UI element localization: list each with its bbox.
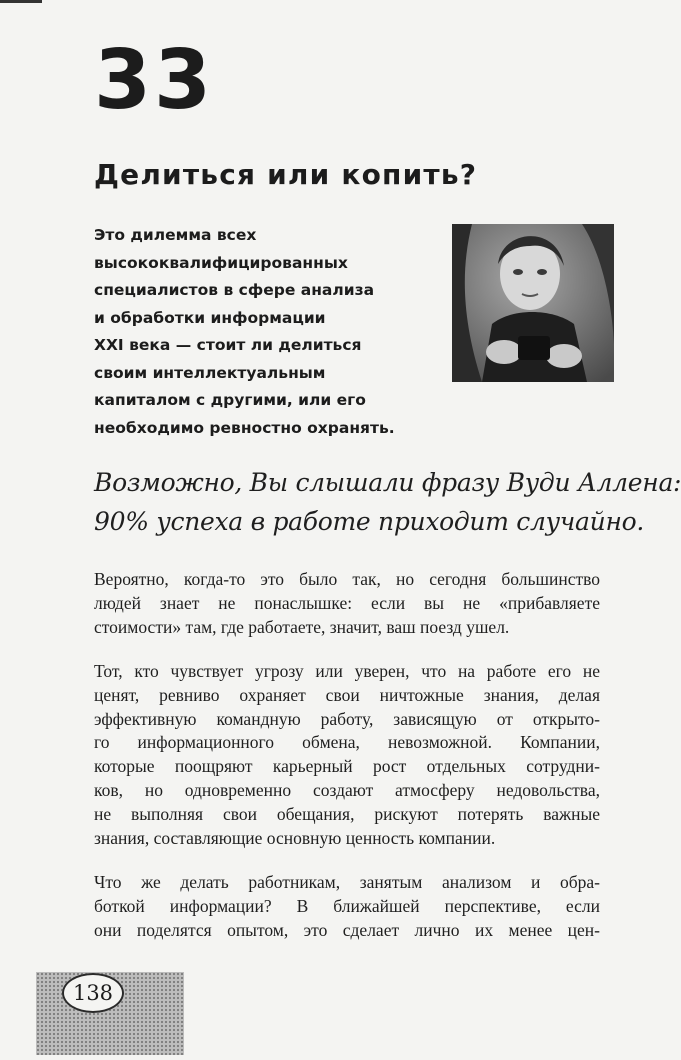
body-line: ценят, ревниво охраняет свои ничтожные знания, делая [94, 684, 600, 705]
lead-line: специалистов в сфере анализа [94, 281, 375, 299]
body-line: Вероятно, когда-то это было так, но сегодня большинство [94, 569, 600, 589]
body-line: они поделятся опытом, это сделает лично их менее цен- [94, 919, 600, 940]
lead-line: Это дилемма всех [94, 226, 257, 244]
quote-line: Возможно, Вы слышали фразу Вуди Аллена: [94, 468, 681, 497]
portrait-photo [452, 224, 614, 382]
portrait-illustration [452, 224, 614, 382]
body-paragraph-3 [94, 871, 600, 942]
chapter-title: Делиться или копить? [94, 158, 478, 191]
body-paragraph-1 [94, 568, 600, 639]
body-line: эффективную командную работу, зависящую от открыто- [94, 708, 600, 729]
body-line: ков, но одновременно создают атмосферу недовольства, [94, 779, 600, 800]
lead-line: высококвалифицированных [94, 253, 348, 272]
lead-line: XXI века — стоит ли делиться [94, 336, 362, 354]
body-line: которые поощряют карьерный рост отдельных сотрудни- [94, 756, 600, 777]
page-corner-mark [0, 0, 42, 3]
quote-line: 90% успеха в работе приходит случайно. [94, 507, 645, 536]
chapter-number: 33 [94, 33, 215, 128]
body-paragraph-2 [94, 660, 600, 850]
body-line: Тот, кто чувствует угрозу или уверен, что на работе его не [94, 661, 600, 681]
lead-line: своим интеллектуальным [94, 363, 326, 382]
body-line: боткой информации? В ближайшей перспективе, если [94, 895, 600, 916]
page-number [62, 973, 124, 1013]
lead-paragraph [94, 222, 444, 442]
pull-quote [94, 463, 681, 541]
lead-line: капиталом с другими, или его [94, 391, 366, 409]
body-line: стоимости» там, где работаете, значит, ваш поезд ушел. [94, 616, 510, 637]
body-line: го информационного обмена, невозможной. Компании, [94, 732, 600, 753]
body-line: не выполняя свои обещания, рискуют потерять важные [94, 803, 600, 824]
page-number-text: 138 [72, 981, 114, 1005]
body-line: людей знает не понаслышке: если вы не «прибавляете [94, 592, 600, 613]
body-line: знания, составляющие основную ценность компании. [94, 827, 496, 848]
body-line: Что же делать работникам, занятым анализом и обра- [94, 872, 600, 892]
lead-line: и обработки информации [94, 308, 326, 327]
lead-line: необходимо ревностно охранять. [94, 418, 395, 437]
